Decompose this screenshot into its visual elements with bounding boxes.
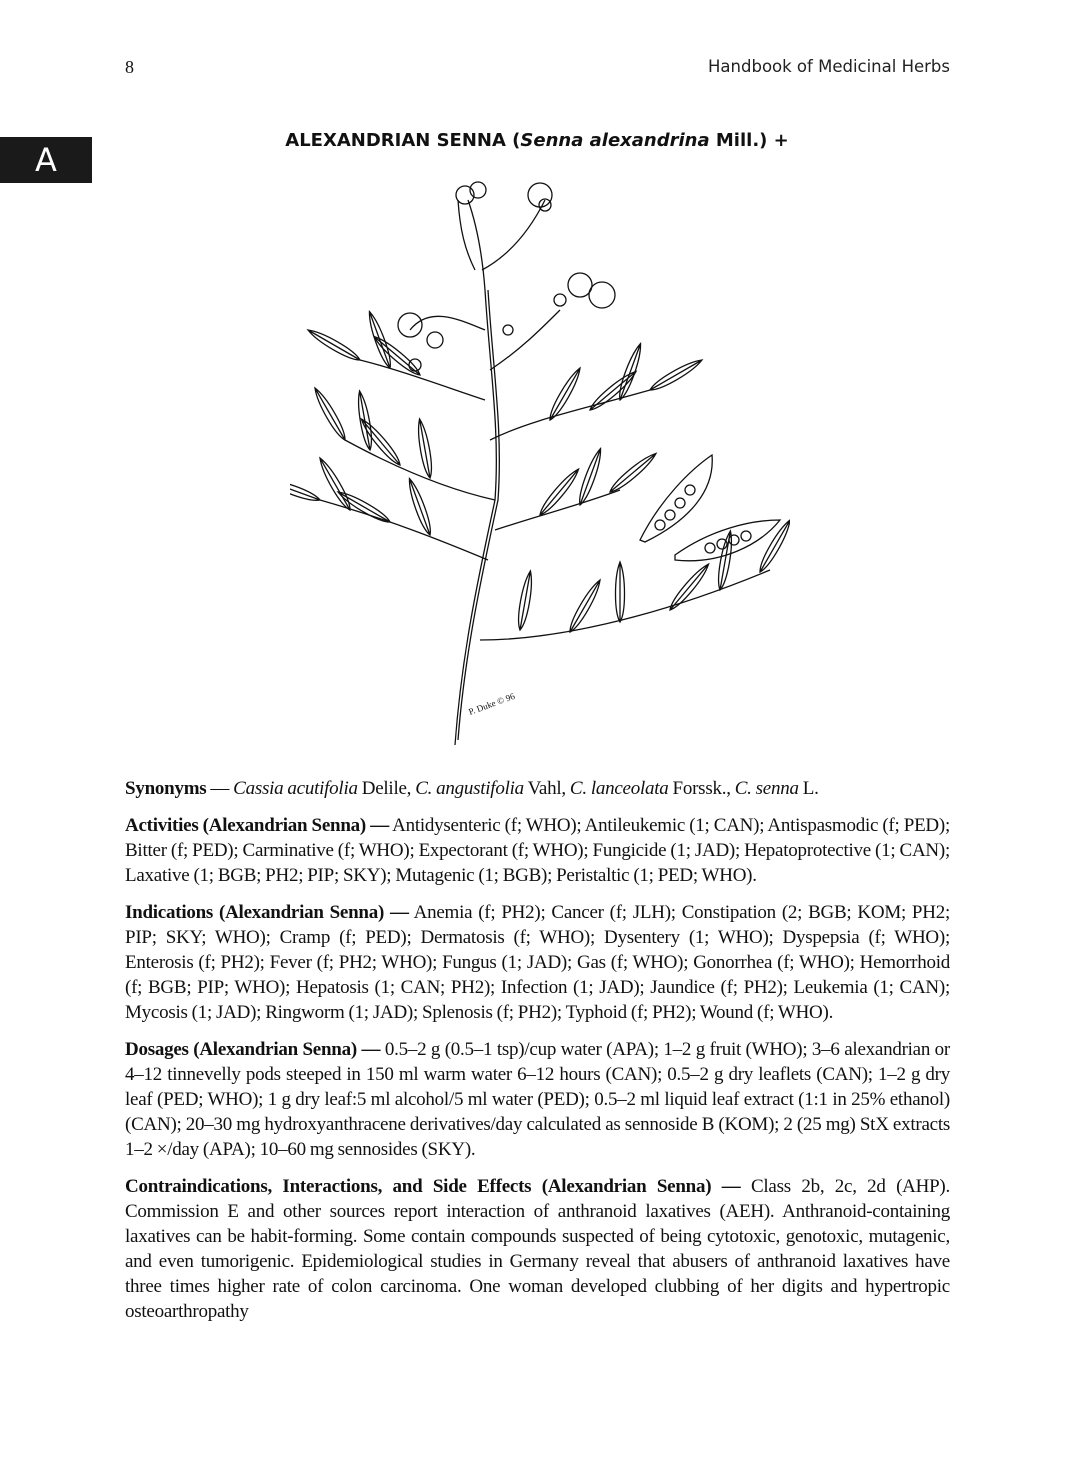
title-latin: Senna alexandrina bbox=[520, 130, 710, 151]
seed-pods bbox=[640, 455, 780, 561]
leaflet bbox=[311, 386, 349, 442]
leaflet bbox=[415, 418, 434, 479]
synonyms-dash: — bbox=[206, 778, 234, 799]
flower-clusters bbox=[398, 182, 615, 371]
section-label: Activities (Alexandrian Senna) — bbox=[125, 815, 389, 836]
dosages-paragraph bbox=[125, 1037, 950, 1162]
synonym-name: C. senna bbox=[734, 778, 799, 799]
leaflet bbox=[358, 416, 403, 468]
synonym-author: Delile, bbox=[357, 778, 416, 799]
activities-paragraph bbox=[125, 813, 950, 888]
running-title: Handbook of Medicinal Herbs bbox=[708, 57, 950, 76]
plant-leaflets bbox=[290, 310, 790, 634]
synonym-name: C. lanceolata bbox=[569, 778, 669, 799]
section-label: Dosages (Alexandrian Senna) — bbox=[125, 1039, 381, 1060]
leaflet bbox=[306, 326, 362, 364]
indications-paragraph bbox=[125, 900, 950, 1025]
leaflet bbox=[716, 530, 735, 591]
leaflet bbox=[365, 310, 394, 369]
leaflet bbox=[576, 447, 605, 506]
leaflet bbox=[607, 450, 659, 495]
page-number: 8 bbox=[125, 57, 134, 77]
entry-title bbox=[0, 130, 1069, 151]
title-suffix: Mill.) + bbox=[709, 130, 789, 151]
leaflet bbox=[516, 570, 535, 631]
section-text: 0.5–2 g (0.5–1 tsp)/cup water (APA); 1–2 g fruit (WHO); 3–6 alexandrian or 4–12 tinnevelly pods steeped in 150 ml warm water 6–12 hours (CAN); 0.5–2 g dry leaflets (CAN); 1–2 g dry leaf (PED; WHO); 1 g dry leaf:5 ml alcohol/5 ml water (PED); 0.5–2 ml liquid leaf extract (1:1 in 25% ethanol) (CAN); 20–30 mg hydroxyanthracene derivatives/day calculated as sennoside B (KOM); 2 (25 mg) StX extracts 1–2 ×/day (APA); 10–60 mg sennosides (SKY). bbox=[125, 1039, 951, 1160]
section-tab: A bbox=[0, 137, 92, 183]
synonym-name: Cassia acutifolia bbox=[233, 778, 358, 799]
leaflet bbox=[648, 356, 704, 394]
leaflet bbox=[667, 561, 712, 613]
synonym-author: Forssk., bbox=[668, 778, 735, 799]
section-label: Indications (Alexandrian Senna) — bbox=[125, 902, 409, 923]
illustration-signature: P. Duke © 96 bbox=[467, 690, 517, 717]
section-text: Class 2b, 2c, 2d (AHP). Commission E and other sources report interaction of anthranoid laxatives (AEH). Anthranoid-containing laxatives can be habit-forming. Some contain compounds suspected of being cytotoxic, genotoxic, mutagenic, and even tumorigenic. Epidemiological studies in Germany reveal that abusers of anthranoid laxatives have three times higher rate of colon carcinoma. One woman developed clubbing of her digits and hypertropic osteoarthropathy bbox=[125, 1176, 950, 1322]
leaflet bbox=[290, 475, 322, 504]
synonyms-paragraph bbox=[125, 776, 950, 801]
section-label: Contraindications, Interactions, and Side Effects (Alexandrian Senna) — bbox=[125, 1176, 741, 1197]
synonym-author: Vahl, bbox=[523, 778, 570, 799]
leaflet bbox=[405, 477, 434, 536]
section-text: Antidysenteric (f; WHO); Antileukemic (1; CAN); Antispasmodic (f; PED); Bitter (f; PED); Carminative (f; WHO); Expectorant (f; WHO); Fungicide (1; JAD); Hepatoprotective (1; CAN); Laxative (1; BGB; PH2; PIP; SKY); Mutagenic (1; BGB); Peristaltic (1; PED; WHO). bbox=[125, 815, 950, 886]
section-text: Anemia (f; PH2); Cancer (f; JLH); Constipation (2; BGB; KOM; PH2; PIP; SKY; WHO); Cramp (f; PED); Dermatosis (f; WHO); Dysentery (1; WHO); Dyspepsia (f; WHO); Enterosis (f; PH2); Fever (f; PH2; WHO); Fungus (1; JAD); Gas (f; WHO); Gonorrhea (f; WHO); Hemorrhoid (f; BGB; PIP; WHO); Hepatosis (1; CAN; PH2); Infection (1; JAD); Jaundice (f; PH2); Leukemia (1; CAN); Mycosis (1; JAD); Ringworm (1; JAD); Splenosis (f; PH2); Typhoid (f; PH2); Wound (f; WHO). bbox=[125, 902, 950, 1023]
entry-body bbox=[125, 776, 950, 1336]
title-prefix: ALEXANDRIAN SENNA ( bbox=[285, 130, 521, 151]
synonym-name: C. angustifolia bbox=[415, 778, 524, 799]
leaflet bbox=[587, 368, 639, 413]
synonym-author: L. bbox=[798, 778, 819, 799]
synonyms-label: Synonyms bbox=[125, 778, 207, 799]
plant-stems bbox=[320, 200, 770, 745]
plant-illustration bbox=[290, 170, 790, 750]
leaflet bbox=[616, 562, 625, 622]
contraindications-paragraph bbox=[125, 1174, 950, 1324]
leaflet bbox=[756, 518, 790, 574]
